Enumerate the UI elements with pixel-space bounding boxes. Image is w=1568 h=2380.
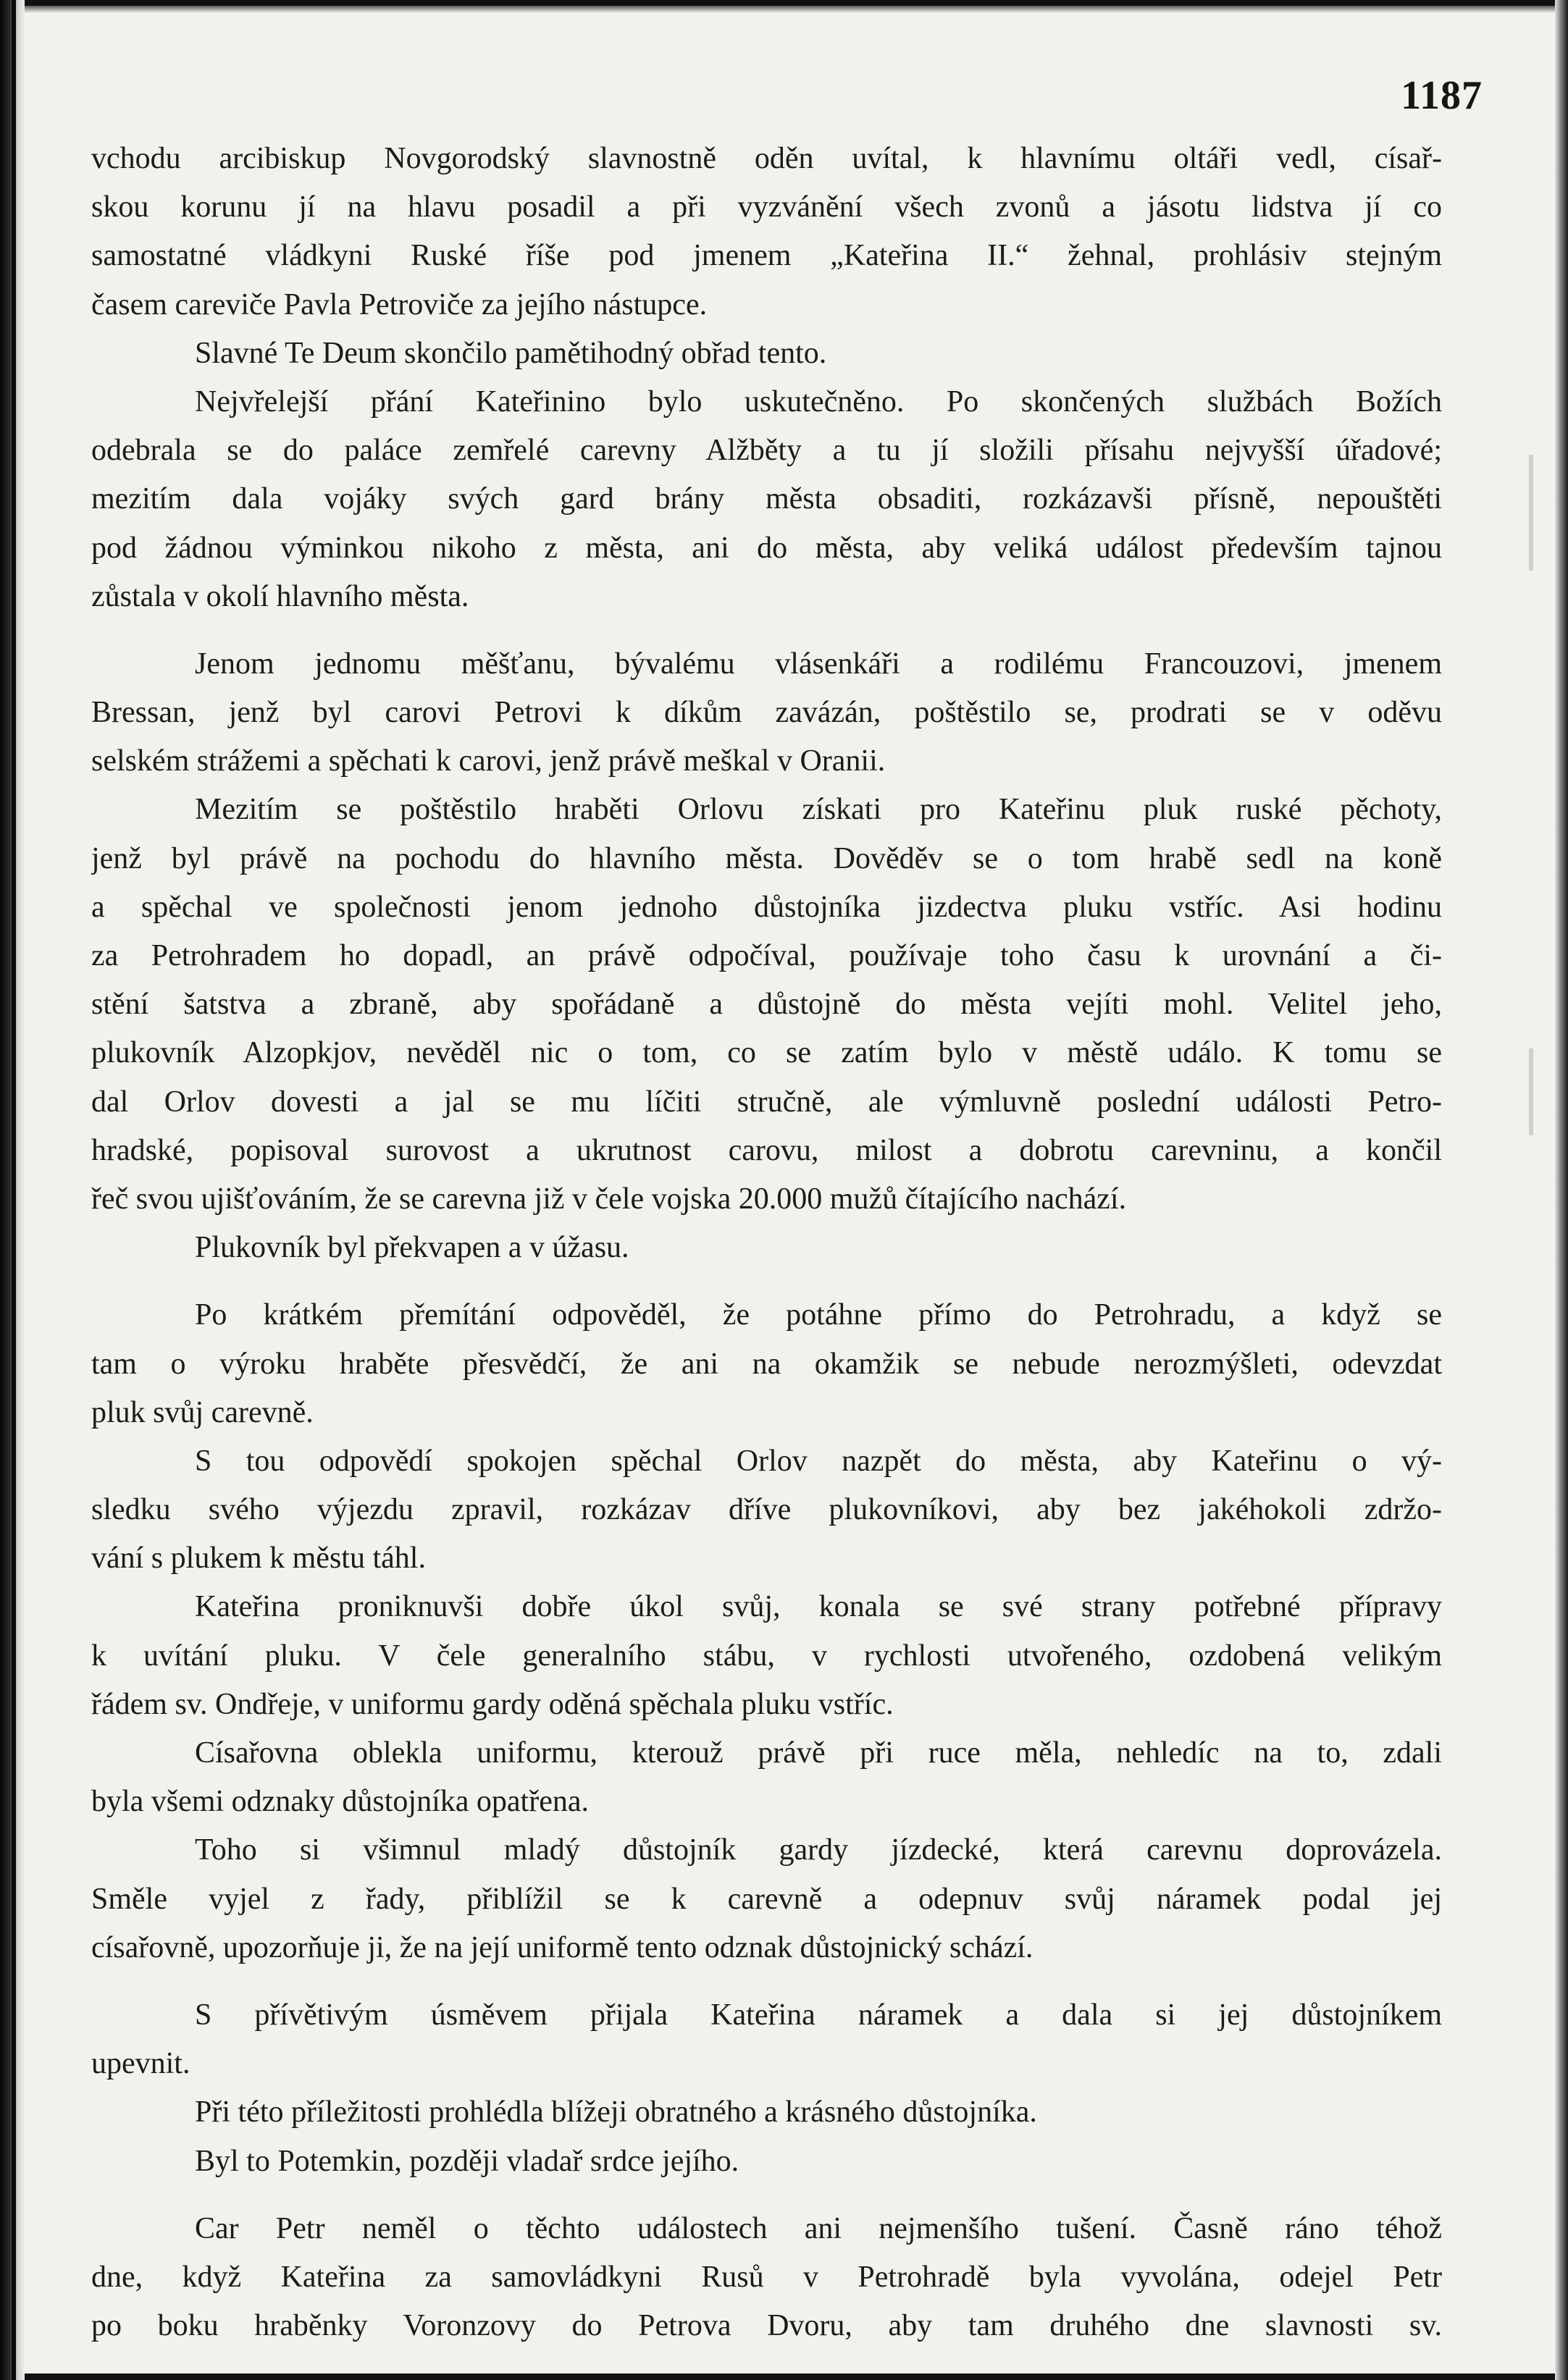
text-line: pod žádnou výminkou nikoho z města, ani do města, aby veliká událost především tajnou	[91, 531, 1442, 565]
text-line: byla všemi odznaky důstojníka opatřena.	[91, 1785, 589, 1819]
text-line: dne, když Kateřina za samovládkyni Rusů v Petrohradě byla vyvolána, odejel Petr	[91, 2260, 1442, 2294]
text-line: sledku svého výjezdu zpravil, rozkázav dříve plukovníkovi, aby bez jakéhokoli zdržo-	[91, 1493, 1442, 1527]
paragraph	[91, 2137, 1442, 2186]
text-line: Po krátkém přemítání odpověděl, že potáhne přímo do Petrohradu, a když se	[195, 1298, 1442, 1332]
page-text	[91, 135, 1442, 2350]
text-line: po boku hraběnky Voronzovy do Petrova Dvoru, aby tam druhého dne slavnosti sv.	[91, 2309, 1442, 2343]
paragraph	[91, 135, 1442, 329]
text-line: řádem sv. Ondřeje, v uniformu gardy oděná spěchala pluku vstříc.	[91, 1687, 894, 1721]
text-line: Plukovník byl překvapen a v úžasu.	[195, 1231, 629, 1265]
paragraph	[91, 1991, 1442, 2088]
text-line: odebrala se do paláce zemřelé carevny Alžběty a tu jí složili přísahu nejvyšší úřadové;	[91, 434, 1442, 468]
page-number: 1187	[1401, 73, 1483, 118]
text-line: Císařovna oblekla uniformu, kterouž právě při ruce měla, nehledíc na to, zdali	[195, 1736, 1442, 1770]
text-line: tam o výroku hraběte přesvědčí, že ani na okamžik se nebude nerozmýšleti, odevzdat	[91, 1347, 1442, 1381]
text-line: Toho si všimnul mladý důstojník gardy jízdecké, která carevnu doprovázela.	[195, 1833, 1442, 1867]
text-line: S tou odpovědí spokojen spěchal Orlov nazpět do města, aby Kateřinu o vý-	[195, 1444, 1442, 1478]
margin-bleed-mark	[1529, 1048, 1533, 1135]
text-line: Car Petr neměl o těchto událostech ani nejmenšího tušení. Časně ráno téhož	[195, 2211, 1442, 2245]
paragraph	[91, 1437, 1442, 1584]
paragraph	[91, 1826, 1442, 1972]
text-line: časem careviče Pavla Petroviče za jejího nástupce.	[91, 287, 708, 321]
paragraph	[91, 786, 1442, 1224]
text-line: vchodu arcibiskup Novgorodský slavnostně oděn uvítal, k hlavnímu oltáři vedl, císař-	[91, 142, 1442, 175]
text-line: stění šatstva a zbraně, aby spořádaně a důstojně do města vejíti mohl. Velitel jeho,	[91, 988, 1442, 1022]
text-line: za Petrohradem ho dopadl, an právě odpočíval, používaje toho času k urovnání a či-	[91, 939, 1442, 972]
paragraph	[91, 2205, 1442, 2351]
text-line: Byl to Potemkin, později vladař srdce jejího.	[195, 2144, 739, 2178]
paragraph	[91, 640, 1442, 786]
text-line: Směle vyjel z řady, přiblížil se k carevně a odepnuv svůj náramek podal jej	[91, 1882, 1442, 1916]
text-line: k uvítání pluku. V čele generalního stábu, v rychlosti utvořeného, ozdobená velikým	[91, 1639, 1442, 1673]
text-line: řeč svou ujišťováním, že se carevna již v čele vojska 20.000 mužů čítajícího nachází.	[91, 1182, 1127, 1216]
text-line: Nejvřelejší přání Kateřinino bylo uskutečněno. Po skončených službách Božích	[195, 384, 1442, 419]
text-line: selském strážemi a spěchati k carovi, jenž právě meškal v Oranii.	[91, 744, 886, 778]
page-top-shadow	[25, 6, 1555, 13]
paragraph	[91, 378, 1442, 621]
text-line: upevnit.	[91, 2047, 190, 2081]
margin-bleed-mark	[1529, 455, 1533, 571]
text-line: Při této příležitosti prohlédla blížeji obratného a krásného důstojníka.	[195, 2095, 1037, 2129]
page-right-edge	[1555, 0, 1568, 2380]
text-line: Kateřina proniknuvši dobře úkol svůj, konala se své strany potřebné přípravy	[195, 1590, 1442, 1624]
paragraph	[91, 1224, 1442, 1272]
text-line: skou korunu jí na hlavu posadil a při vyzvánění všech zvonů a jásotu lidstva jí co	[91, 190, 1442, 224]
text-line: vání s plukem k městu táhl.	[91, 1542, 426, 1576]
text-line: Bressan, jenž byl carovi Petrovi k díkům zavázán, poštěstilo se, prodrati se v oděvu	[91, 696, 1442, 730]
paragraph	[91, 1729, 1442, 1826]
paragraph	[91, 2088, 1442, 2137]
text-line: dal Orlov dovesti a jal se mu líčiti stručně, ale výmluvně poslední události Petro-	[91, 1085, 1442, 1119]
text-line: císařovně, upozorňuje ji, že na její uniformě tento odznak důstojnický schází.	[91, 1930, 1034, 1964]
text-line: hradské, popisoval surovost a ukrutnost carovu, milost a dobrotu carevninu, a končil	[91, 1133, 1442, 1167]
paragraph-gap	[91, 1272, 1442, 1291]
text-line: jenž byl právě na pochodu do hlavního města. Dověděv se o tom hrabě sedl na koně	[91, 841, 1442, 875]
paragraph	[91, 1583, 1442, 1729]
text-line: Slavné Te Deum skončilo pamětihodný obřad tento.	[195, 336, 827, 370]
text-line: S přívětivým úsměvem přijala Kateřina náramek a dala si jej důstojníkem	[195, 1998, 1442, 2032]
text-line: Jenom jednomu měšťanu, bývalému vlásenkáři a rodilému Francouzovi, jmenem	[195, 647, 1442, 681]
book-binding-edge	[0, 0, 25, 2380]
book-page	[25, 6, 1555, 2373]
paragraph-gap	[91, 621, 1442, 640]
text-line: zůstala v okolí hlavního města.	[91, 579, 469, 613]
paragraph-gap	[91, 2186, 1442, 2205]
text-line: pluk svůj carevně.	[91, 1395, 314, 1429]
paragraph	[91, 329, 1442, 378]
text-line: Mezitím se poštěstilo hraběti Orlovu získati pro Kateřinu pluk ruské pěchoty,	[195, 793, 1442, 827]
paragraph	[91, 1291, 1442, 1437]
paragraph-gap	[91, 1972, 1442, 1991]
text-line: mezitím dala vojáky svých gard brány města obsaditi, rozkázavši přísně, nepouštěti	[91, 482, 1442, 516]
text-line: samostatné vládkyni Ruské říše pod jmenem „Kateřina II.“ žehnal, prohlásiv stejným	[91, 239, 1442, 273]
text-line: plukovník Alzopkjov, nevěděl nic o tom, co se zatím bylo v městě událo. K tomu se	[91, 1036, 1442, 1070]
text-line: a spěchal ve společnosti jenom jednoho důstojníka jizdectva pluku vstříc. Asi hodinu	[91, 890, 1442, 924]
